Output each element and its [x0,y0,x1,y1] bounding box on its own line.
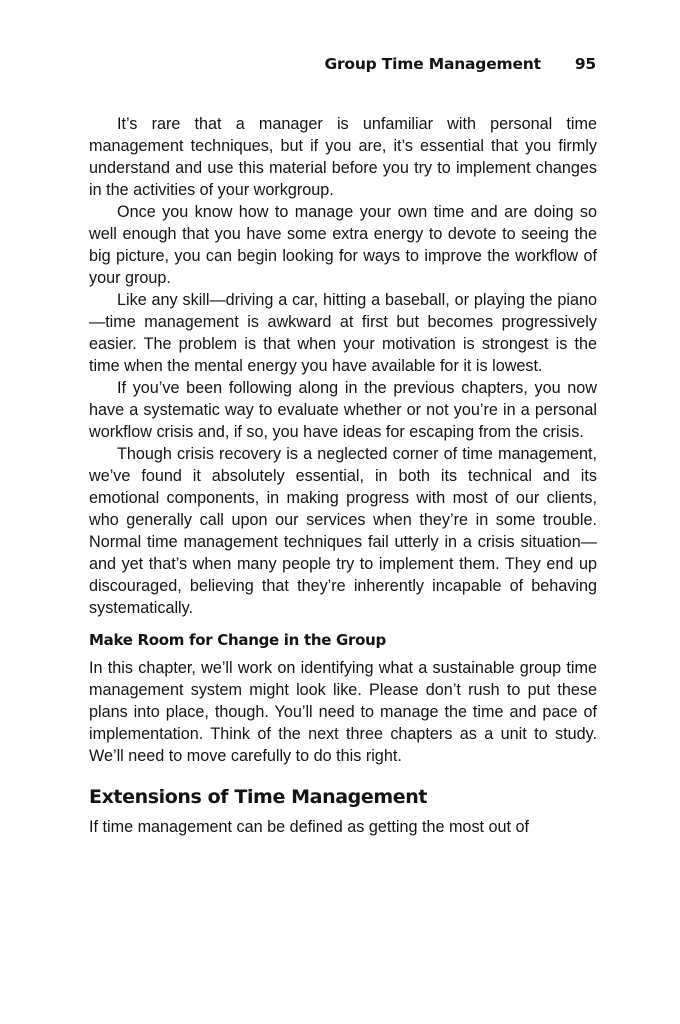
page-number: 95 [574,55,596,73]
subsection-paragraph: In this chapter, we’ll work on identifying what a sustainable group time management system might look like. Please don’t rush to put these plans into place, though. You’ll need to manage the time and pace of implementation. Think of the next three chapters as a unit to study. We’ll need to move carefully to do this right. [89,659,597,765]
body-paragraph-2: Once you know how to manage your own time and are doing so well enough that you have some extra energy to devote to seeing the big picture, you can begin looking for ways to improve the workflow of your group. [89,203,597,287]
page-body [89,113,597,838]
body-paragraph-1: It’s rare that a manager is unfamiliar with personal time management techniques, but if you are, it’s essential that you firmly understand and use this material before you try to implement changes in the activities of your workgroup. [89,115,597,199]
section-heading: Extensions of Time Management [89,786,428,808]
running-head [324,55,596,73]
section-paragraph: If time management can be defined as getting the most out of [89,818,530,836]
body-paragraph-3: Like any skill—driving a car, hitting a baseball, or playing the piano—time management is awkward at first but becomes progressively easier. The problem is that when your motivation is strongest is the time when the mental energy you have available for it is lowest. [89,291,597,375]
running-head-title: Group Time Management [324,55,541,73]
body-paragraph-4: If you’ve been following along in the previous chapters, you now have a systematic way to evaluate whether or not you’re in a personal workflow crisis and, if so, you have ideas for escaping from the crisis. [89,379,597,441]
body-paragraph-5: Though crisis recovery is a neglected corner of time management, we’ve found it absolutely essential, in both its technical and its emotional components, in making progress with most of our clients, who generally call upon our services when they’re in some trouble. Normal time management techniques fail utterly in a crisis situation—and yet that’s when many people try to implement them. They end up discouraged, believing that they’re inherently incapable of behaving systematically. [89,445,597,617]
subsection-heading: Make Room for Change in the Group [89,631,386,649]
